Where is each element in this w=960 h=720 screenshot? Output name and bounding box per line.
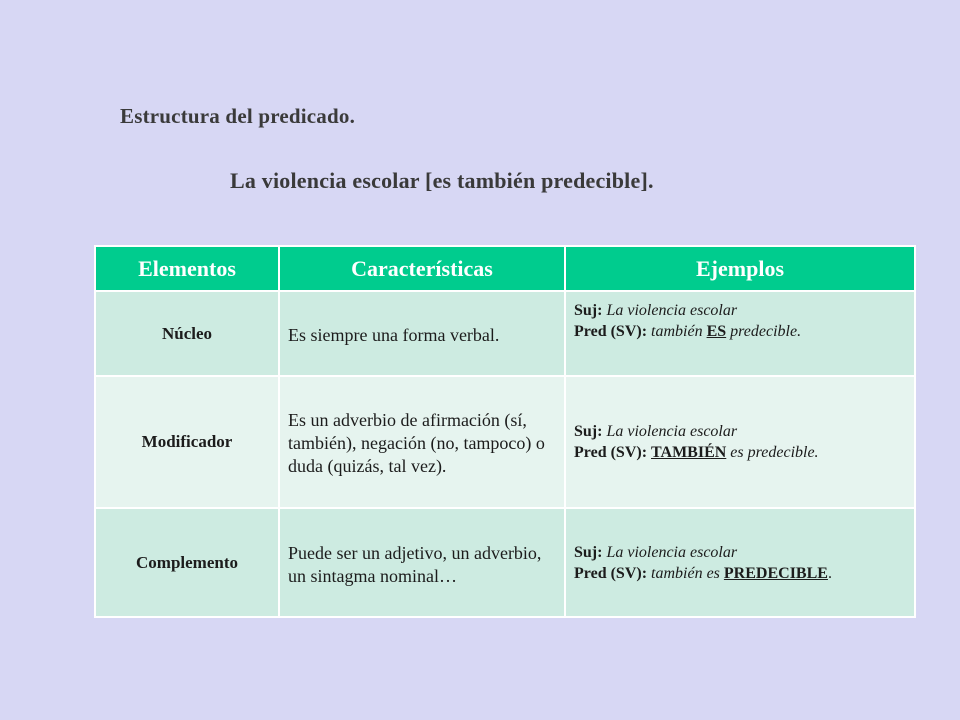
predicate-line	[574, 442, 906, 463]
element-example	[565, 508, 915, 617]
predicate-highlight: ES	[706, 323, 727, 340]
element-description: Puede ser un adjetivo, un adverbio, un sintagma nominal…	[279, 508, 565, 617]
predicate-line	[574, 321, 906, 342]
subject-label: Suj:	[574, 302, 603, 319]
subject-line	[574, 421, 906, 442]
element-name: Modificador	[95, 376, 279, 508]
subject-line	[574, 542, 906, 563]
table-row-modificador	[95, 376, 915, 508]
predicate-post: predecible.	[730, 323, 802, 340]
subject-text: La violencia escolar	[606, 423, 738, 440]
subject-text: La violencia escolar	[606, 543, 738, 561]
subject-label: Suj:	[574, 423, 603, 440]
element-example	[565, 376, 915, 508]
element-name: Complemento	[95, 508, 279, 617]
page-heading: Estructura del predicado.	[120, 104, 356, 128]
example-sentence: La violencia escolar [es también predecible].	[230, 168, 654, 193]
predicate-label: Pred (SV):	[574, 564, 648, 582]
predicate-highlight: PREDECIBLE	[723, 564, 828, 582]
element-description: Es siempre una forma verbal.	[279, 291, 565, 376]
predicate-label: Pred (SV):	[574, 444, 648, 461]
element-description: Es un adverbio de afirmación (sí, también), negación (no, tampoco) o duda (quizás, tal vez).	[279, 376, 565, 508]
element-example	[565, 291, 915, 376]
table-row-complemento	[95, 508, 915, 617]
header-elementos: Elementos	[95, 246, 279, 291]
predicate-label: Pred (SV):	[574, 323, 648, 340]
predicate-pre: también	[651, 323, 703, 340]
subject-line	[574, 300, 906, 321]
predicate-line	[574, 563, 906, 584]
header-ejemplos: Ejemplos	[565, 246, 915, 291]
predicate-highlight: TAMBIÉN	[651, 444, 727, 461]
subject-text: La violencia escolar	[606, 302, 738, 319]
table-header-row	[95, 246, 915, 291]
subject-label: Suj:	[574, 543, 603, 561]
predicate-post: es predecible.	[730, 444, 819, 461]
predicate-post: .	[827, 564, 832, 582]
element-name: Núcleo	[95, 291, 279, 376]
predicate-pre: también es	[651, 564, 720, 582]
predicate-structure-table	[94, 245, 916, 618]
table-row-nucleo	[95, 291, 915, 376]
header-caracteristicas: Características	[279, 246, 565, 291]
